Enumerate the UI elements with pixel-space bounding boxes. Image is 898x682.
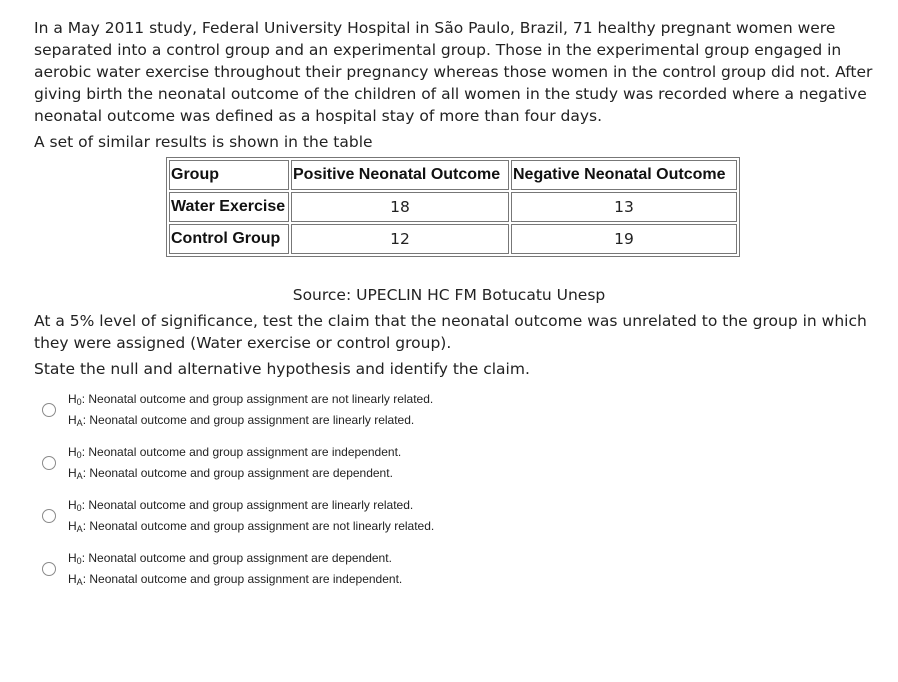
null-hypothesis: $H_0$: Neonatal outcome and group assignment are not linearly related.: [68, 392, 434, 407]
table-row: [169, 224, 737, 254]
header-negative-outcome: Negative Neonatal Outcome: [511, 160, 737, 190]
header-positive-outcome: Positive Neonatal Outcome: [291, 160, 509, 190]
row-label-water-exercise: Water Exercise: [169, 192, 289, 222]
radio-button[interactable]: [42, 456, 56, 470]
contingency-table: [166, 157, 740, 257]
alternative-hypothesis: $H_A$: Neonatal outcome and group assignment are dependent.: [68, 466, 393, 481]
table-header-row: [169, 160, 737, 190]
table-row: [169, 192, 737, 222]
alternative-hypothesis: $H_A$: Neonatal outcome and group assignment are independent.: [68, 572, 403, 587]
header-group: Group: [169, 160, 289, 190]
problem-intro: In a May 2011 study, Federal University Hospital in São Paulo, Brazil, 71 healthy pregnant women were separated into a control group and an experimental group. Those in the experimental group engaged in aerobic water exercise throughout their pregnancy whereas those women in the control group did not. After giving birth the neonatal outcome of the children of all women in the study was recorded where a negative neonatal outcome was defined as a hospital stay of more than four days.: [34, 19, 873, 125]
row-label-control-group: Control Group: [169, 224, 289, 254]
null-hypothesis: $H_0$: Neonatal outcome and group assignment are independent.: [68, 445, 402, 460]
radio-button[interactable]: [42, 403, 56, 417]
radio-button[interactable]: [42, 509, 56, 523]
alternative-hypothesis: $H_A$: Neonatal outcome and group assignment are linearly related.: [68, 413, 415, 428]
cell-control-negative: 19: [511, 224, 737, 254]
cell-water-negative: 13: [511, 192, 737, 222]
radio-button[interactable]: [42, 562, 56, 576]
table-intro: A set of similar results is shown in the table: [34, 133, 373, 151]
cell-control-positive: 12: [291, 224, 509, 254]
cell-water-positive: 18: [291, 192, 509, 222]
null-hypothesis: $H_0$: Neonatal outcome and group assignment are linearly related.: [68, 498, 414, 513]
claim-statement: At a 5% level of significance, test the claim that the neonatal outcome was unrelated to the group in which they were assigned (Water exercise or control group).: [34, 312, 867, 352]
null-hypothesis: $H_0$: Neonatal outcome and group assignment are dependent.: [68, 551, 392, 566]
alternative-hypothesis: $H_A$: Neonatal outcome and group assignment are not linearly related.: [68, 519, 435, 534]
question-instruction: State the null and alternative hypothesis and identify the claim.: [34, 360, 530, 378]
table-source: Source: UPECLIN HC FM Botucatu Unesp: [292, 286, 606, 304]
